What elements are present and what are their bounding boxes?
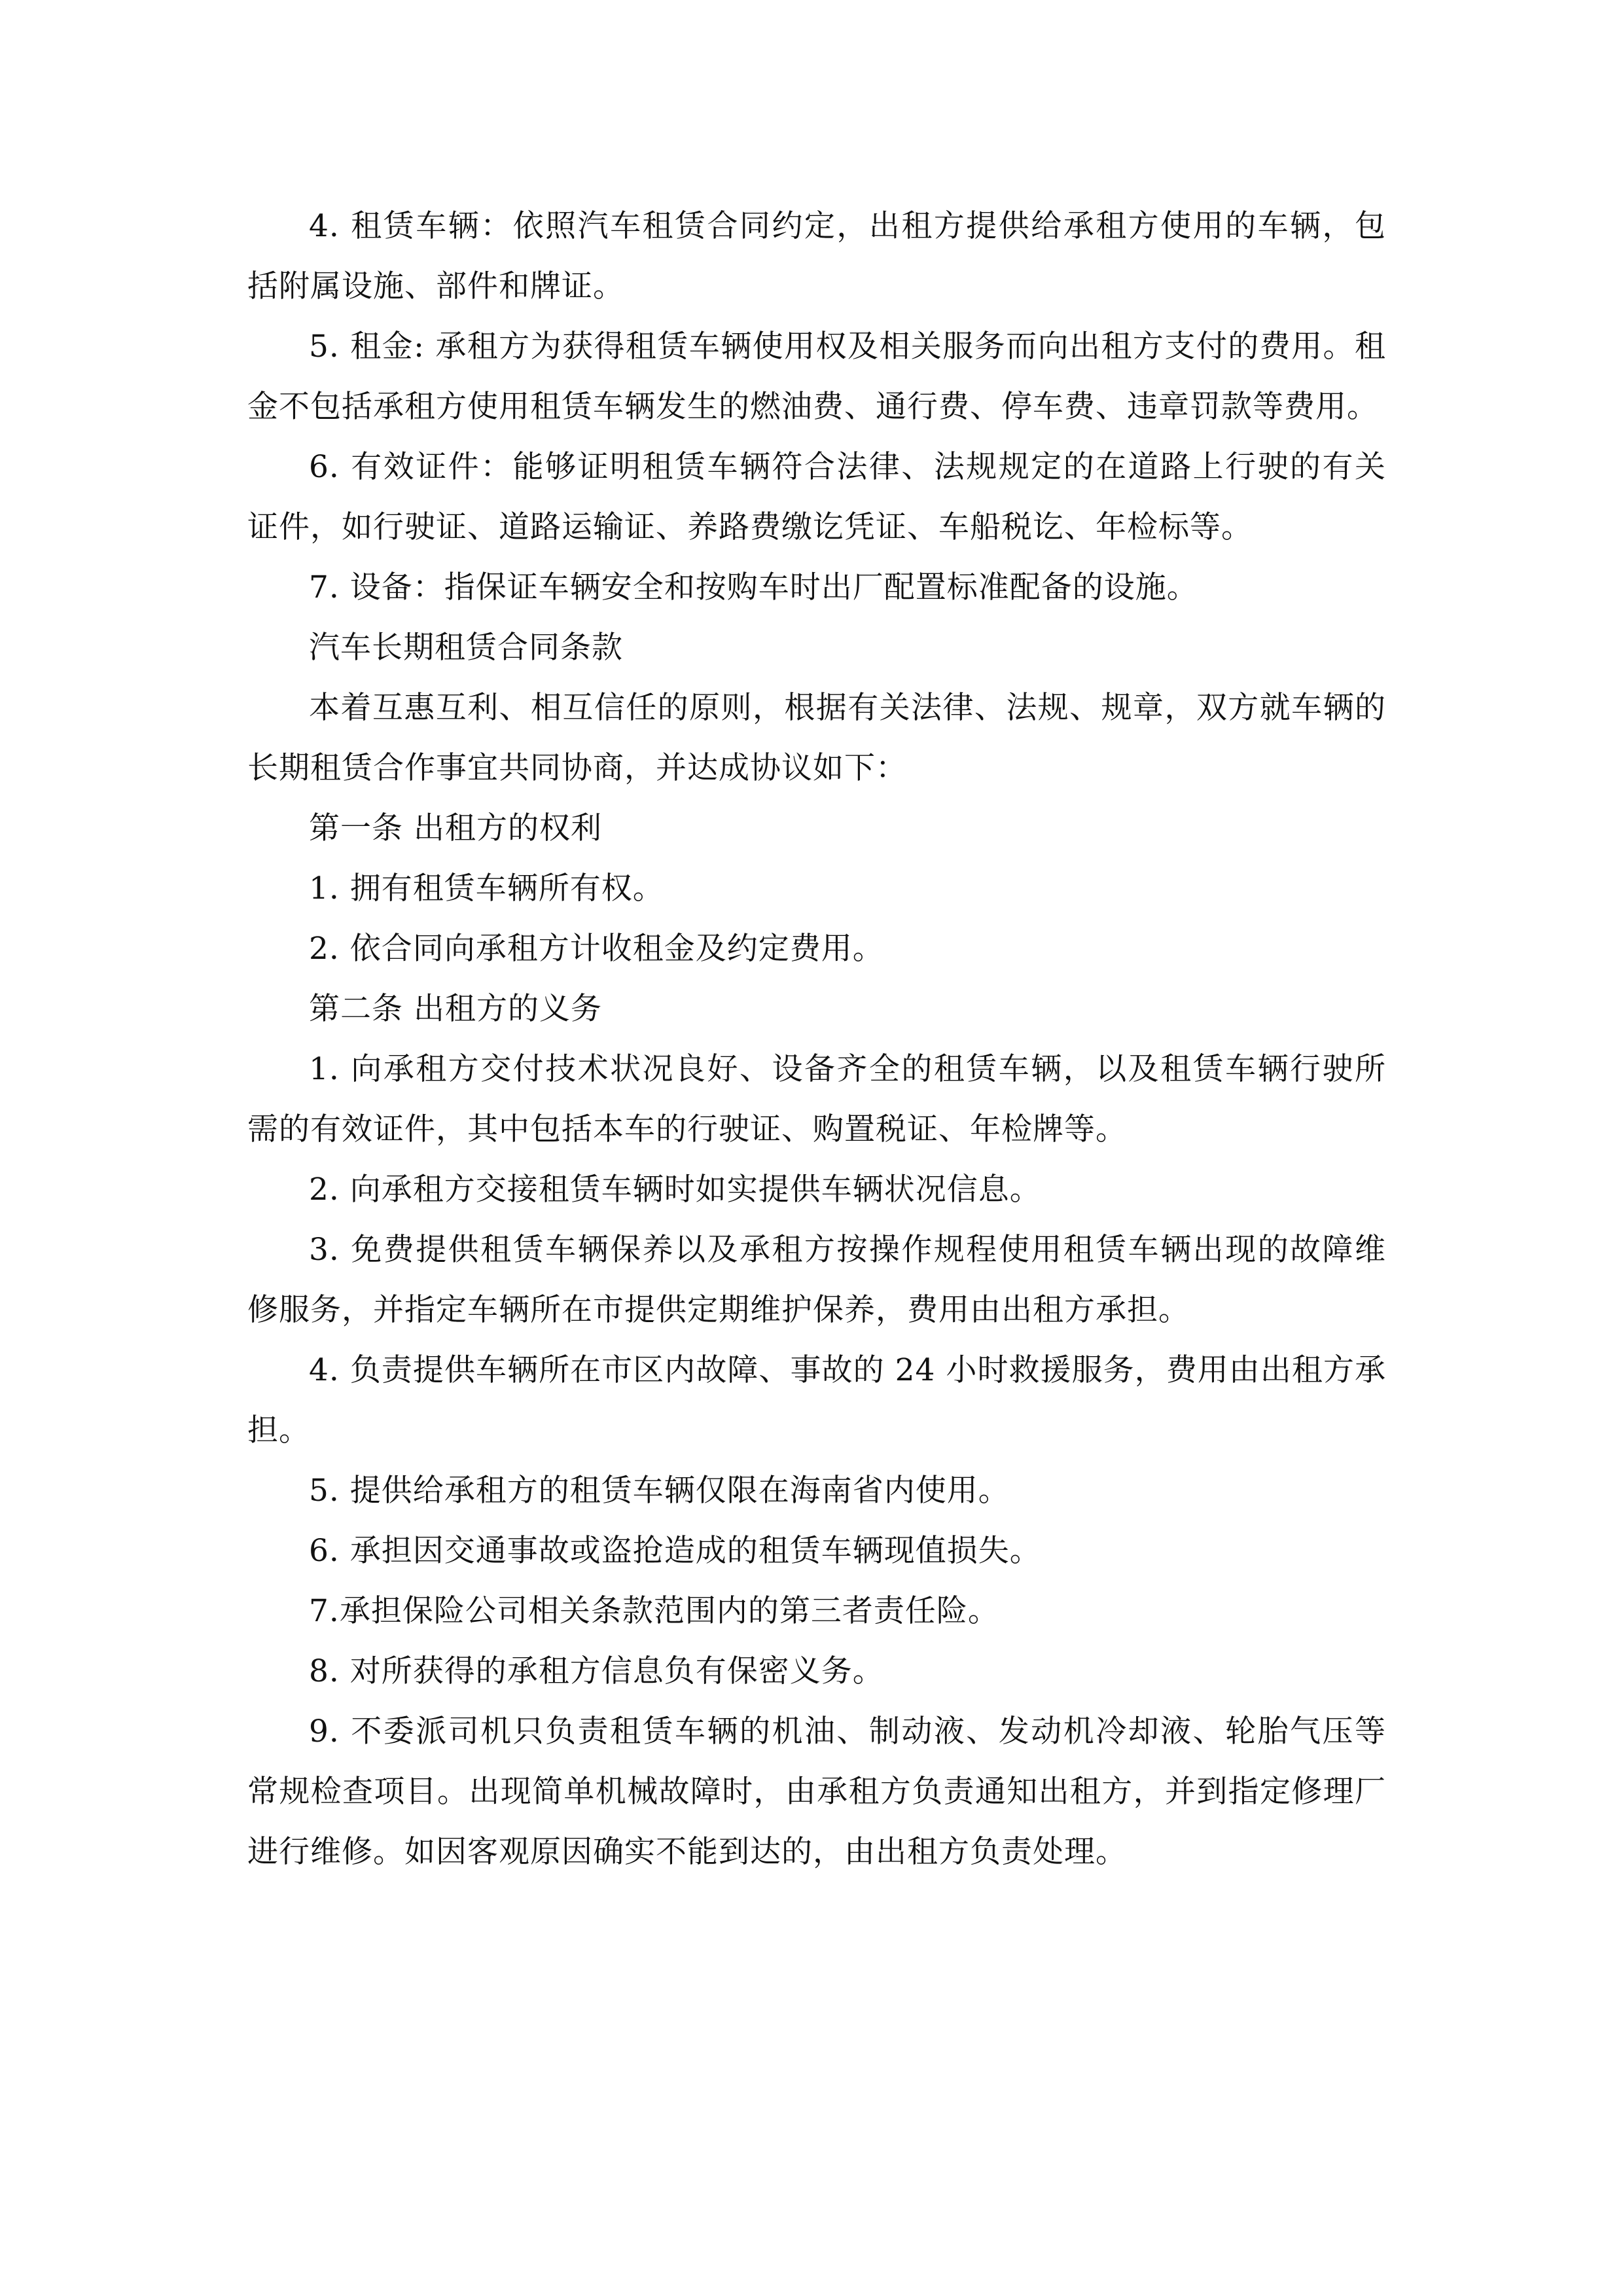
article-2-item-7: 7.承担保险公司相关条款范围内的第三者责任险。: [309, 1593, 999, 1629]
definition-rental-vehicle: 4. 租赁车辆：依照汽车租赁合同约定，出租方提供给承租方使用的车辆，包括附属设施、部件和牌证。: [247, 208, 1386, 304]
article-1-heading: 第一条 出租方的权利: [309, 810, 602, 846]
article-2-item-4: 4. 负责提供车辆所在市区内故障、事故的 24 小时救援服务，费用由出租方承担。: [247, 1352, 1386, 1448]
article-2-item-5: 5. 提供给承租方的租赁车辆仅限在海南省内使用。: [309, 1473, 1010, 1509]
document-body: [247, 196, 1386, 1882]
article-2-item-6: 6. 承担因交通事故或盗抢造成的租赁车辆现值损失。: [309, 1533, 1041, 1569]
preamble-paragraph: 本着互惠互利、相互信任的原则，根据有关法律、法规、规章，双方就车辆的长期租赁合作事宜共同协商，并达成协议如下：: [247, 690, 1386, 786]
definition-valid-documents: 6. 有效证件：能够证明租赁车辆符合法律、法规规定的在道路上行驶的有关证件，如行驶证、道路运输证、养路费缴讫凭证、车船税讫、年检标等。: [247, 449, 1386, 545]
section-heading-long-term-lease: 汽车长期租赁合同条款: [309, 630, 623, 666]
article-2-item-1: 1. 向承租方交付技术状况良好、设备齐全的租赁车辆，以及租赁车辆行驶所需的有效证件，其中包括本车的行驶证、购置税证、年检牌等。: [247, 1051, 1386, 1147]
article-1-item-2: 2. 依合同向承租方计收租金及约定费用。: [309, 931, 884, 967]
article-2-heading: 第二条 出租方的义务: [309, 991, 602, 1027]
definition-equipment: 7. 设备：指保证车辆安全和按购车时出厂配置标准配备的设施。: [309, 569, 1198, 605]
article-2-item-9: 9. 不委派司机只负责租赁车辆的机油、制动液、发动机冷却液、轮胎气压等常规检查项目。出现简单机械故障时，由承租方负责通知出租方，并到指定修理厂进行维修。如因客观原因确实不能到达的，由出租方负责处理。: [247, 1713, 1386, 1870]
article-1-item-1: 1. 拥有租赁车辆所有权。: [309, 870, 664, 906]
definition-rent: 5. 租金: 承租方为获得租赁车辆使用权及相关服务而向出租方支付的费用。租金不包括承租方使用租赁车辆发生的燃油费、通行费、停车费、违章罚款等费用。: [247, 329, 1386, 425]
article-2-item-3: 3. 免费提供租赁车辆保养以及承租方按操作规程使用租赁车辆出现的故障维修服务，并指定车辆所在市提供定期维护保养，费用由出租方承担。: [247, 1232, 1386, 1328]
article-2-item-2: 2. 向承租方交接租赁车辆时如实提供车辆状况信息。: [309, 1172, 1041, 1208]
article-2-item-8: 8. 对所获得的承租方信息负有保密义务。: [309, 1653, 884, 1689]
